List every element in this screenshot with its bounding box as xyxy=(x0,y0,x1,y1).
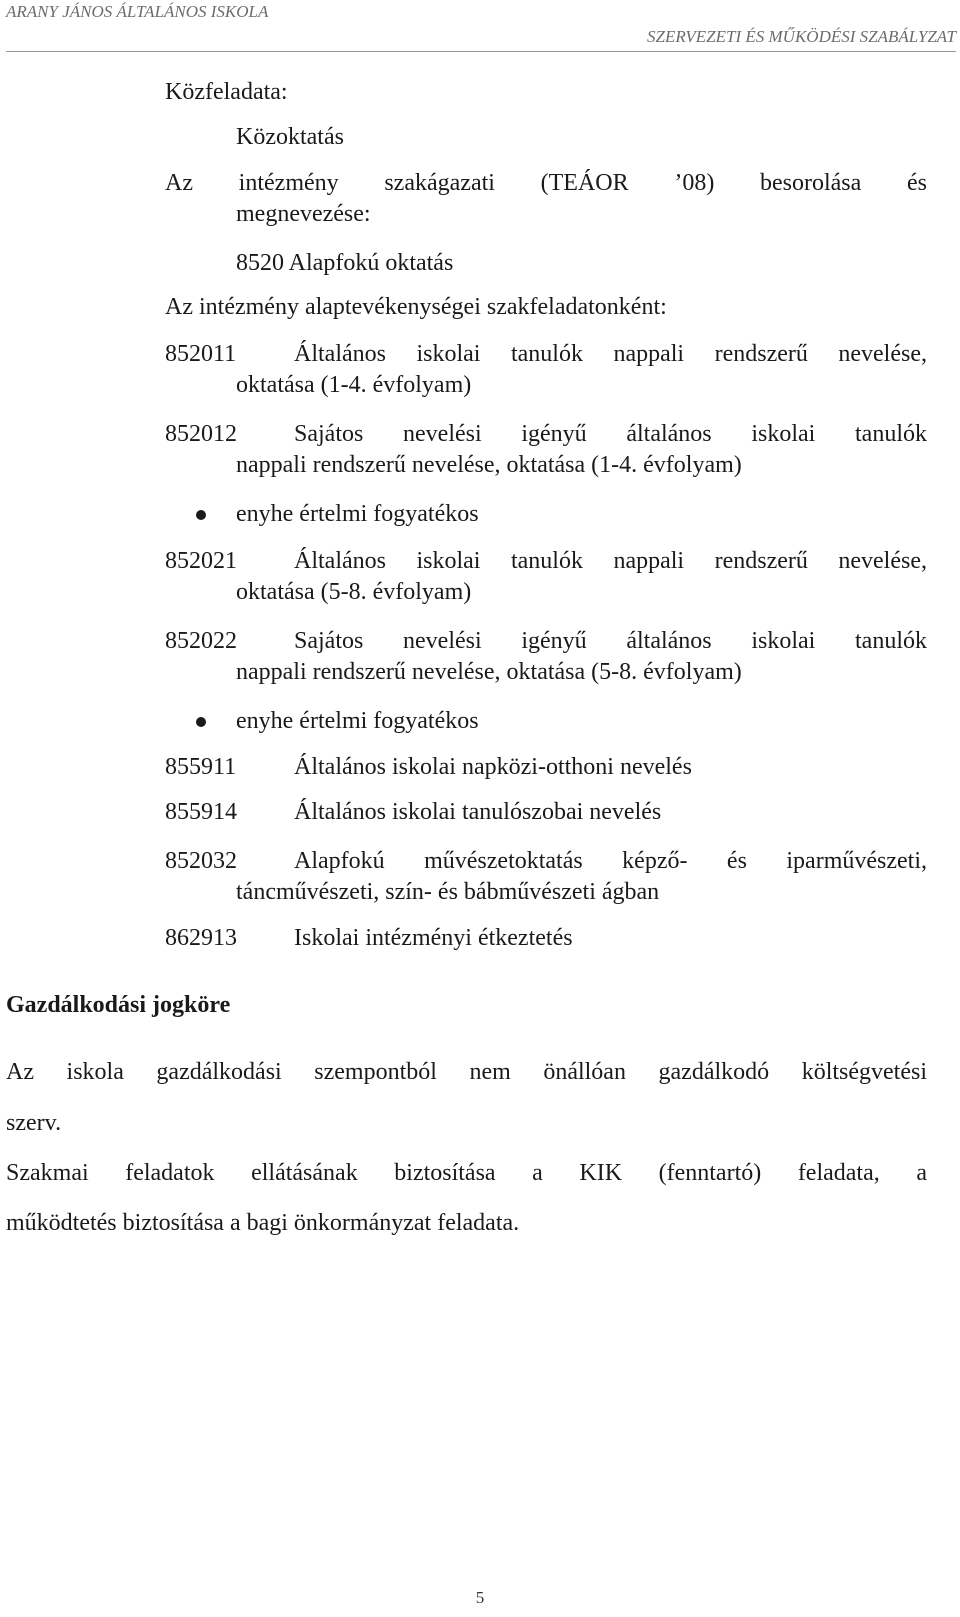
bullet-point xyxy=(196,717,206,727)
item-code: 852022 xyxy=(165,628,237,654)
alaptevekenyseg-label: Az intézmény alaptevékenységei szakfeladatonként: xyxy=(165,294,667,320)
item-code: 855911 xyxy=(165,754,237,780)
item-code: 855914 xyxy=(165,799,237,825)
item-code: 852011 xyxy=(165,341,237,367)
item-code: 862913 xyxy=(165,925,237,951)
item-text-line-1: Általános iskolai tanulószobai nevelés xyxy=(294,799,662,825)
bullet-text: enyhe értelmi fogyatékos xyxy=(236,708,479,734)
teaor-line-1: Az intézmény szakágazati (TEÁOR ’08) besorolása és xyxy=(165,170,927,196)
kozfeladat-value: Közoktatás xyxy=(236,124,344,150)
page-number: 5 xyxy=(475,1588,485,1607)
paragraph-2-line-2: működtetés biztosítása a bagi önkormányzat feladata. xyxy=(6,1210,520,1236)
item-text-line-2: oktatása (1-4. évfolyam) xyxy=(236,372,472,398)
item-text-line-1: Általános iskolai napközi-otthoni nevelés xyxy=(294,754,692,780)
paragraph-2-line-1: Szakmai feladatok ellátásának biztosítása a KIK (fenntartó) feladata, a xyxy=(6,1160,927,1186)
item-text-line-1: Általános iskolai tanulók nappali rendszerű nevelése, xyxy=(294,341,927,367)
item-text-line-2: táncművészeti, szín- és bábművészeti ágban xyxy=(236,879,660,905)
teaor-value: 8520 Alapfokú oktatás xyxy=(236,250,454,276)
item-text-line-1: Iskolai intézményi étkeztetés xyxy=(294,925,573,951)
bullet-text: enyhe értelmi fogyatékos xyxy=(236,501,479,527)
paragraph-1-line-2: szerv. xyxy=(6,1110,62,1136)
item-text-line-1: Általános iskolai tanulók nappali rendszerű nevelése, xyxy=(294,548,927,574)
item-text-line-1: Alapfokú művészetoktatás képző- és iparművészeti, xyxy=(294,848,927,874)
kozfeladat-label: Közfeladata: xyxy=(165,79,288,105)
item-code: 852021 xyxy=(165,548,237,574)
header-school-name: ARANY JÁNOS ÁLTALÁNOS ISKOLA xyxy=(6,2,269,21)
paragraph-1-line-1: Az iskola gazdálkodási szempontból nem önállóan gazdálkodó költségvetési xyxy=(6,1059,927,1085)
header-document-title: SZERVEZETI ÉS MŰKÖDÉSI SZABÁLYZAT xyxy=(647,27,956,46)
item-code: 852032 xyxy=(165,848,237,874)
item-text-line-1: Sajátos nevelési igényű általános iskolai tanulók xyxy=(294,421,927,447)
bullet-point xyxy=(196,510,206,520)
item-text-line-2: nappali rendszerű nevelése, oktatása (5-8. évfolyam) xyxy=(236,659,742,685)
item-code: 852012 xyxy=(165,421,237,447)
header-divider xyxy=(6,51,956,52)
item-text-line-1: Sajátos nevelési igényű általános iskolai tanulók xyxy=(294,628,927,654)
item-text-line-2: nappali rendszerű nevelése, oktatása (1-4. évfolyam) xyxy=(236,452,742,478)
teaor-line-2: megnevezése: xyxy=(236,201,371,227)
section-heading-gazdalkodas: Gazdálkodási jogköre xyxy=(6,992,231,1018)
item-text-line-2: oktatása (5-8. évfolyam) xyxy=(236,579,472,605)
